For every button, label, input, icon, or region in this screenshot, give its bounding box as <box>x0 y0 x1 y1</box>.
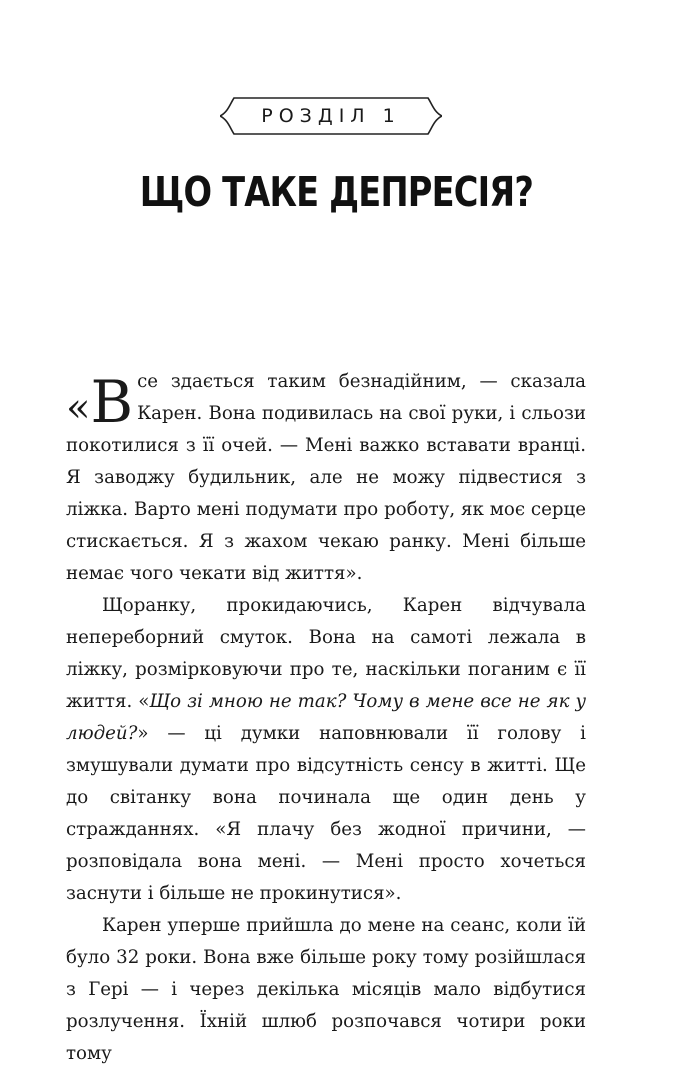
paragraph-1-text: се здається таким безнадійним, — сказала Карен. Вона подивилась на свої руки, і сльози покотилися з її очей. — Мені важко вставати вранці. Я заводжу будильник, але не можу підвестися з ліжка. Варто мені подумати про роботу, як моє серце стискається. Я з жахом чекаю ранку. Мені більше немає чого чекати від життя». <box>66 371 586 584</box>
body-text <box>66 366 586 1070</box>
paragraph-2-italic-quote: Що зі мною не так? Чому в мене все не як у людей? <box>66 691 586 744</box>
drop-cap <box>66 368 134 436</box>
paragraph-3 <box>66 910 586 1070</box>
paragraph-1 <box>66 366 586 590</box>
paragraph-2-text-before: Щоранку, прокидаючись, Карен відчувала непереборний смуток. Вона на самоті лежала в ліжку, розмірковуючи про те, наскільки поганим є її життя. « <box>66 595 586 712</box>
chapter-title: ЩО ТАКЕ ДЕПРЕСІЯ? <box>139 168 534 216</box>
paragraph-2-text-after: » — ці думки наповнювали її голову і змушували думати про відсутність сенсу в житті. Ще до світанку вона починала ще один день у стражданнях. «Я плачу без жодної причини, — розповідала вона мені. — Мені просто хочеться заснути і більше не прокинутися». <box>66 723 586 904</box>
drop-cap-letter: В <box>90 368 134 436</box>
drop-cap-quote: « <box>66 385 91 431</box>
chapter-banner <box>220 94 442 138</box>
paragraph-2 <box>66 590 586 910</box>
chapter-label: РОЗДІЛ 1 <box>261 105 401 127</box>
paragraph-3-text: Карен уперше прийшла до мене на сеанс, коли їй було 32 роки. Вона вже більше року тому розійшлася з Гері — і через декілька місяців мало відбутися розлучення. Їхній шлюб розпочався чотири роки тому <box>66 915 586 1064</box>
